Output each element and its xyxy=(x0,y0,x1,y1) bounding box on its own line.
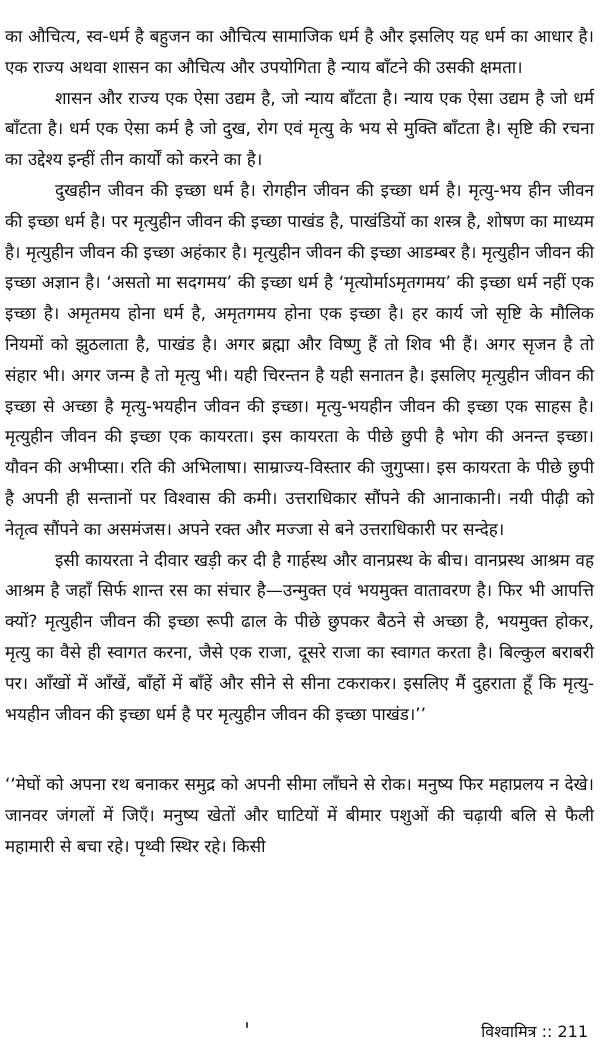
paragraph-5: ‘‘मेघों को अपना रथ बनाकर समुद्र को अपनी सीमा लाँघने से रोक। मनुष्य फिर महाप्रलय न देखे। जानवर जंगलों में जिएँ। मनुष्य खेतों और घाटियों में बीमार पशुओं की चढ़ायी बलि से फैली महामारी से बचा रहे। पृथ्वी स्थिर रहे। किसी xyxy=(5,775,594,857)
paragraph-4: इसी कायरता ने दीवार खड़ी कर दी है गार्हस्थ और वानप्रस्थ के बीच। वानप्रस्थ आश्रम वह आश्रम है जहाँ सिर्फ शान्त रस का संचार है—उन्मुक्त एवं भयमुक्त वातावरण है। फिर भी आपत्ति क्यों? मृत्युहीन जीवन की इच्छा रूपी ढाल के पीछे छुपकर बैठने से अच्छा है, भयमुक्त होकर, मृत्यु का वैसे ही स्वागत करना, जैसे एक राजा, दूसरे राजा का स्वागत करता है। बिल्कुल बराबरी पर। आँखों में आँखें, बाँहों में बाँहें और सीने से सीना टकराकर। इसलिए मैं दुहराता हूँ कि मृत्यु-भयहीन जीवन की इच्छा धर्म है पर मृत्युहीन जीवन की इच्छा पाखंड।’’ xyxy=(5,550,594,725)
section-gap xyxy=(5,730,594,770)
ink-speck xyxy=(246,1022,248,1028)
paragraph-3: दुखहीन जीवन की इच्छा धर्म है। रोगहीन जीवन की इच्छा धर्म है। मृत्यु-भय हीन जीवन की इच्छा धर्म है। पर मृत्युहीन जीवन की इच्छा पाखंड है, पाखंडियों का शस्त्र है, शोषण का माध्यम है। मृत्युहीन जीवन की इच्छा अहंकार है। मृत्युहीन जीवन की इच्छा आडम्बर है। मृत्युहीन जीवन की इच्छा अज्ञान है। ‘असतो मा सदगमय’ की इच्छा धर्म है ‘मृत्योर्माऽमृतगमय’ की इच्छा धर्म नहीं एक इच्छा है। अमृतमय होना धर्म है, अमृतगमय होना एक इच्छा है। हर कार्य जो सृष्टि के मौलिक नियमों को झुठलाता है, पाखंड है। अगर ब्रह्मा और विष्णु हैं तो शिव भी हैं। अगर सृजन है तो संहार भी। अगर जन्म है तो मृत्यु भी। यही चिरन्तन है यही सनातन है। इसलिए मृत्युहीन जीवन की इच्छा से अच्छा है मृत्यु-भयहीन जीवन की इच्छा। मृत्यु-भयहीन जीवन की इच्छा एक साहस है। मृत्युहीन जीवन की इच्छा एक कायरता। इस कायरता के पीछे छुपी है भोग की अनन्त इच्छा। यौवन की अभीप्सा। रति की अभिलाषा। साम्राज्य-विस्तार की जुगुप्सा। इस कायरता के पीछे छुपी है अपनी ही सन्तानों पर विश्वास की कमी। उत्तराधिकार सौंपने की आनाकानी। नयी पीढ़ी को नेतृत्व सौंपने का असमंजस। अपने रक्त और मज्जा से बने उत्तराधिकारी पर सन्देह। xyxy=(5,180,594,540)
paragraph-1: का औचित्य, स्व-धर्म है बहुजन का औचित्य सामाजिक धर्म है और इसलिए यह धर्म का आधार है। एक राज्य अथवा शासन का औचित्य और उपयोगिता है न्याय बाँटने की उसकी क्षमता। xyxy=(5,27,594,78)
running-footer: विश्वामित्र :: 211 xyxy=(481,1022,588,1041)
paragraph-2: शासन और राज्य एक ऐसा उद्यम है, जो न्याय बाँटता है। न्याय एक ऐसा उद्यम है जो धर्म बाँटता है। धर्म एक ऐसा कर्म है जो दुख, रोग एवं मृत्यु के भय से मुक्ति बाँटता है। सृष्टि की रचना का उद्देश्य इन्हीं तीन कार्यों को करने का है। xyxy=(5,88,594,171)
